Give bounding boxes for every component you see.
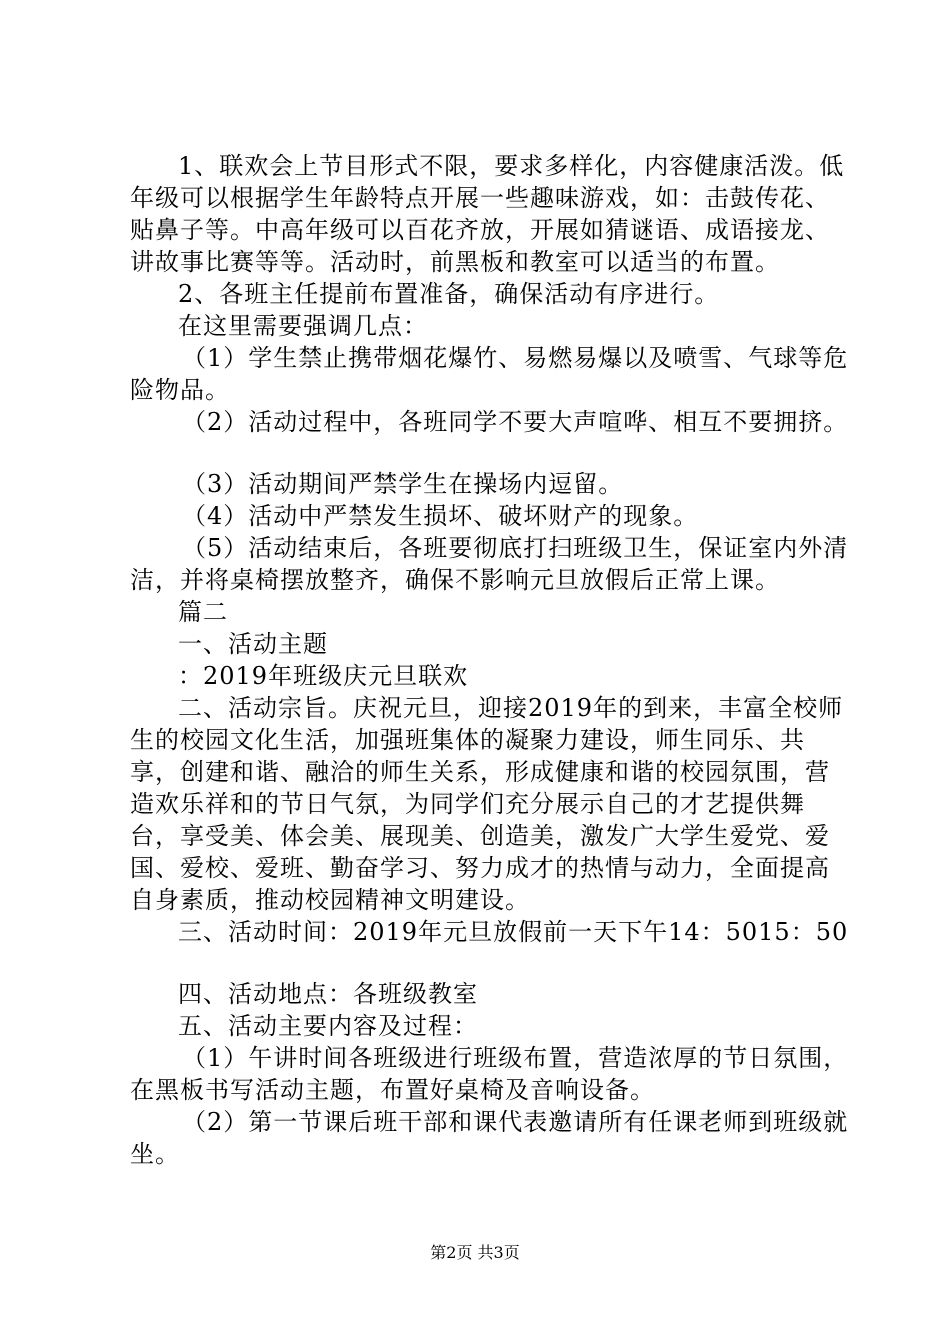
section-heading: 篇二 [178, 598, 228, 626]
paragraph: 1、联欢会上节目形式不限，要求多样化，内容健康活泼。低年级可以根据学生年龄特点开展一些趣味游戏，如：击鼓传花、贴鼻子等。中高年级可以百花齐放，开展如猜谜语、成语接龙、讲故事比赛等等。活动时，前黑板和教室可以适当的布置。 [130, 152, 845, 276]
paragraph: 五、活动主要内容及过程： [178, 1012, 478, 1040]
paragraph: ：2019年班级庆元旦联欢 [178, 662, 469, 690]
paragraph: （2）活动过程中，各班同学不要大声喧哗、相互不要拥挤。 [182, 408, 849, 436]
paragraph: 一、活动主题 [178, 630, 328, 658]
paragraph: （4）活动中严禁发生损坏、破坏财产的现象。 [182, 502, 699, 530]
page-footer: 第2页 共3页 [430, 1243, 520, 1262]
paragraph: 在这里需要强调几点： [178, 312, 428, 340]
paragraph: 三、活动时间：2019年元旦放假前一天下午14：5015：50 [178, 918, 849, 946]
paragraph: 2、各班主任提前布置准备，确保活动有序进行。 [178, 280, 720, 308]
document-body [130, 150, 850, 1170]
paragraph: 二、活动宗旨。庆祝元旦，迎接2019年的到来，丰富全校师生的校园文化生活，加强班集体的凝聚力建设，师生同乐、共享，创建和谐、融洽的师生关系，形成健康和谐的校园氛围，营造欢乐祥和的节日气氛，为同学们充分展示自己的才艺提供舞台，享受美、体会美、展现美、创造美，激发广大学生爱党、爱国、爱校、爱班、勤奋学习、努力成才的热情与动力，全面提高自身素质，推动校园精神文明建设。 [130, 694, 844, 914]
paragraph: （2）第一节课后班干部和课代表邀请所有任课老师到班级就坐。 [130, 1108, 849, 1168]
paragraph: （1）学生禁止携带烟花爆竹、易燃易爆以及喷雪、气球等危险物品。 [130, 344, 849, 404]
paragraph: （5）活动结束后，各班要彻底打扫班级卫生，保证室内外清洁，并将桌椅摆放整齐，确保不影响元旦放假后正常上课。 [130, 534, 849, 594]
paragraph: 四、活动地点：各班级教室 [178, 980, 478, 1008]
paragraph: （3）活动期间严禁学生在操场内逗留。 [182, 470, 624, 498]
paragraph: （1）午讲时间各班级进行班级布置，营造浓厚的节日氛围，在黑板书写活动主题，布置好桌椅及音响设备。 [130, 1044, 849, 1104]
